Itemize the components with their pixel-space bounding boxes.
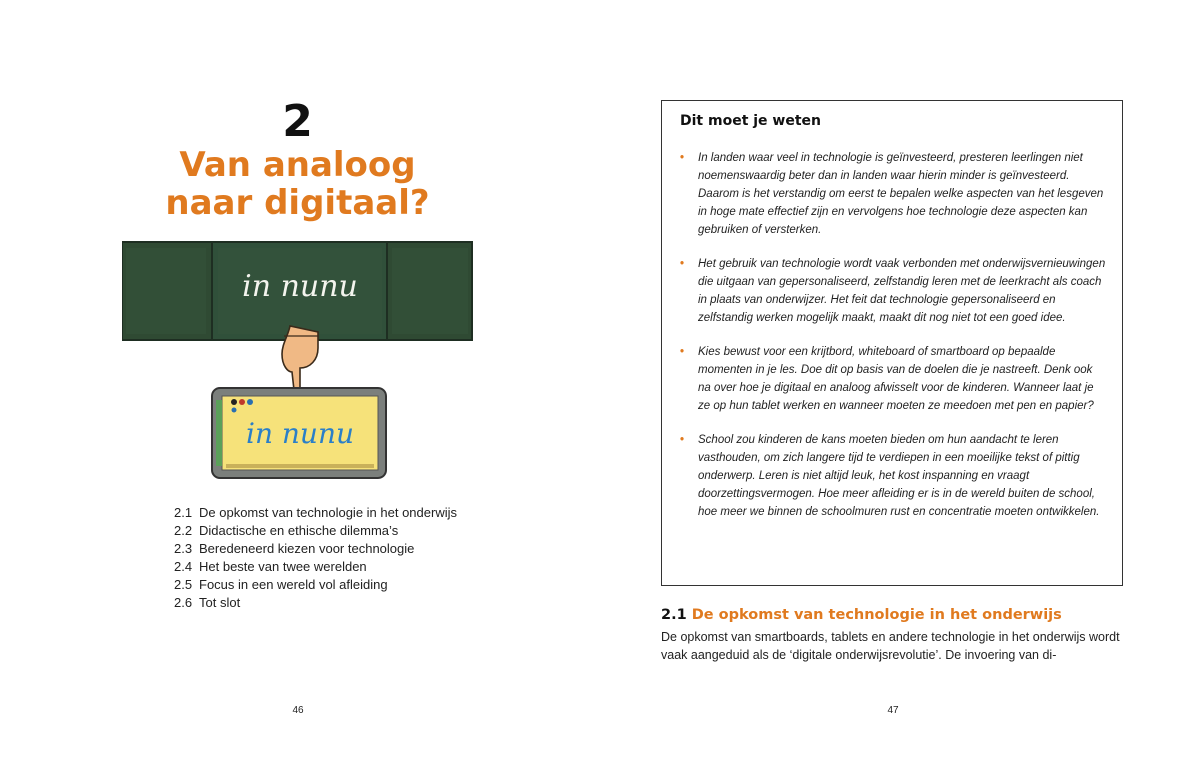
toc-item-title: Beredeneerd kiezen voor technologie — [199, 541, 415, 556]
key-point-text: Het gebruik van technologie wordt vaak verbonden met onderwijsvernieuwingen die uitgaan van gepersonaliseerd, zelfstandig leren met de leerkracht als coach in plaats van onderwijzer. Het feit dat technologie gepersonaliseerd en zelfstandig werken mogelijk maakt, maakt dit nog niet tot een goed idee. — [698, 258, 1106, 324]
toc-item-number: 2.4 — [174, 559, 193, 574]
key-point — [680, 431, 1108, 521]
toc-item — [174, 522, 457, 540]
key-points-list — [680, 149, 1108, 537]
page-number-right: 47 — [887, 705, 899, 716]
key-points-title: Dit moet je weten — [680, 113, 822, 129]
section-heading — [661, 607, 1062, 623]
body-paragraph: De opkomst van smartboards, tablets en andere technologie in het onderwijs wordt vaak aangeduid als de ‘digitale onderwijsrevolutie’. De invoering van di- — [661, 630, 1120, 662]
chapter-title — [0, 146, 595, 222]
toc-item-title: Het beste van twee werelden — [199, 559, 367, 574]
toc-item-number: 2.5 — [174, 577, 193, 592]
bullet-icon: • — [680, 346, 685, 358]
bullet-icon: • — [680, 258, 685, 270]
blackboard — [122, 242, 472, 340]
toc-item — [174, 504, 457, 522]
key-points-box — [661, 100, 1123, 586]
toc-item-title: Tot slot — [199, 595, 241, 610]
key-point — [680, 343, 1108, 415]
page-number-left: 46 — [292, 705, 304, 716]
toc-item-title: Didactische en ethische dilemma’s — [199, 523, 399, 538]
right-page — [595, 0, 1190, 757]
toc-item-number: 2.6 — [174, 595, 193, 610]
table-of-contents — [174, 504, 457, 612]
chalkboard-tablet-illustration — [122, 240, 474, 480]
section-title: De opkomst van technologie in het onderwijs — [691, 607, 1062, 623]
toc-item-number: 2.3 — [174, 541, 193, 556]
toc-item-number: 2.1 — [174, 505, 193, 520]
toc-item-title: De opkomst van technologie in het onderwijs — [199, 505, 457, 520]
bullet-icon: • — [680, 434, 685, 446]
chapter-number: 2 — [282, 96, 313, 147]
toc-item-number: 2.2 — [174, 523, 193, 538]
tablet — [212, 388, 386, 478]
toc-item-title: Focus in een wereld vol afleiding — [199, 577, 388, 592]
key-point-text: In landen waar veel in technologie is geïnvesteerd, presteren leerlingen niet noemenswaardig beter dan in landen waar hierin minder is geïnvesteerd. Daarom is het verstandig om eerst te bepalen welke aspecten van het lesgeven in hoge mate effectief zijn en vervolgens hoe technologie deze aspecten kan gebruiken of versterken. — [698, 152, 1104, 236]
key-point-text: Kies bewust voor een krijtbord, whiteboard of smartboard op bepaalde momenten in je les. Doe dit op basis van de doelen die je nastreeft. Denk ook na over hoe je digitaal en analoog afwisselt voor de kinderen. Wanneer laat je ze op hun tablet werken en wanneer moeten ze meedoen met pen en papier? — [698, 346, 1094, 412]
chapter-title-line-1: Van analoog — [179, 145, 416, 185]
toc-item — [174, 576, 457, 594]
pointing-hand-icon — [282, 326, 318, 395]
section-number: 2.1 — [661, 607, 687, 623]
toc-item — [174, 594, 457, 612]
toc-item — [174, 558, 457, 576]
toc-item — [174, 540, 457, 558]
key-point-text: School zou kinderen de kans moeten bieden om hun aandacht te leren vasthouden, om zich langere tijd te verdiepen in een moeilijke tekst of pittig onderwerp. Leren is niet altijd leuk, het kost inspanning en vraagt doorzettingsvermogen. Hoe meer afleiding er is in de wereld buiten de school, hoe meer we binnen de schoolmuren rust en concentratie moeten ontwikkelen. — [698, 434, 1100, 518]
key-point — [680, 255, 1108, 327]
key-point — [680, 149, 1108, 239]
bullet-icon: • — [680, 152, 685, 164]
chapter-title-line-2: naar digitaal? — [165, 183, 430, 223]
tablet-handwriting: in nunu — [245, 417, 355, 450]
blackboard-handwriting: in nunu — [242, 269, 358, 304]
